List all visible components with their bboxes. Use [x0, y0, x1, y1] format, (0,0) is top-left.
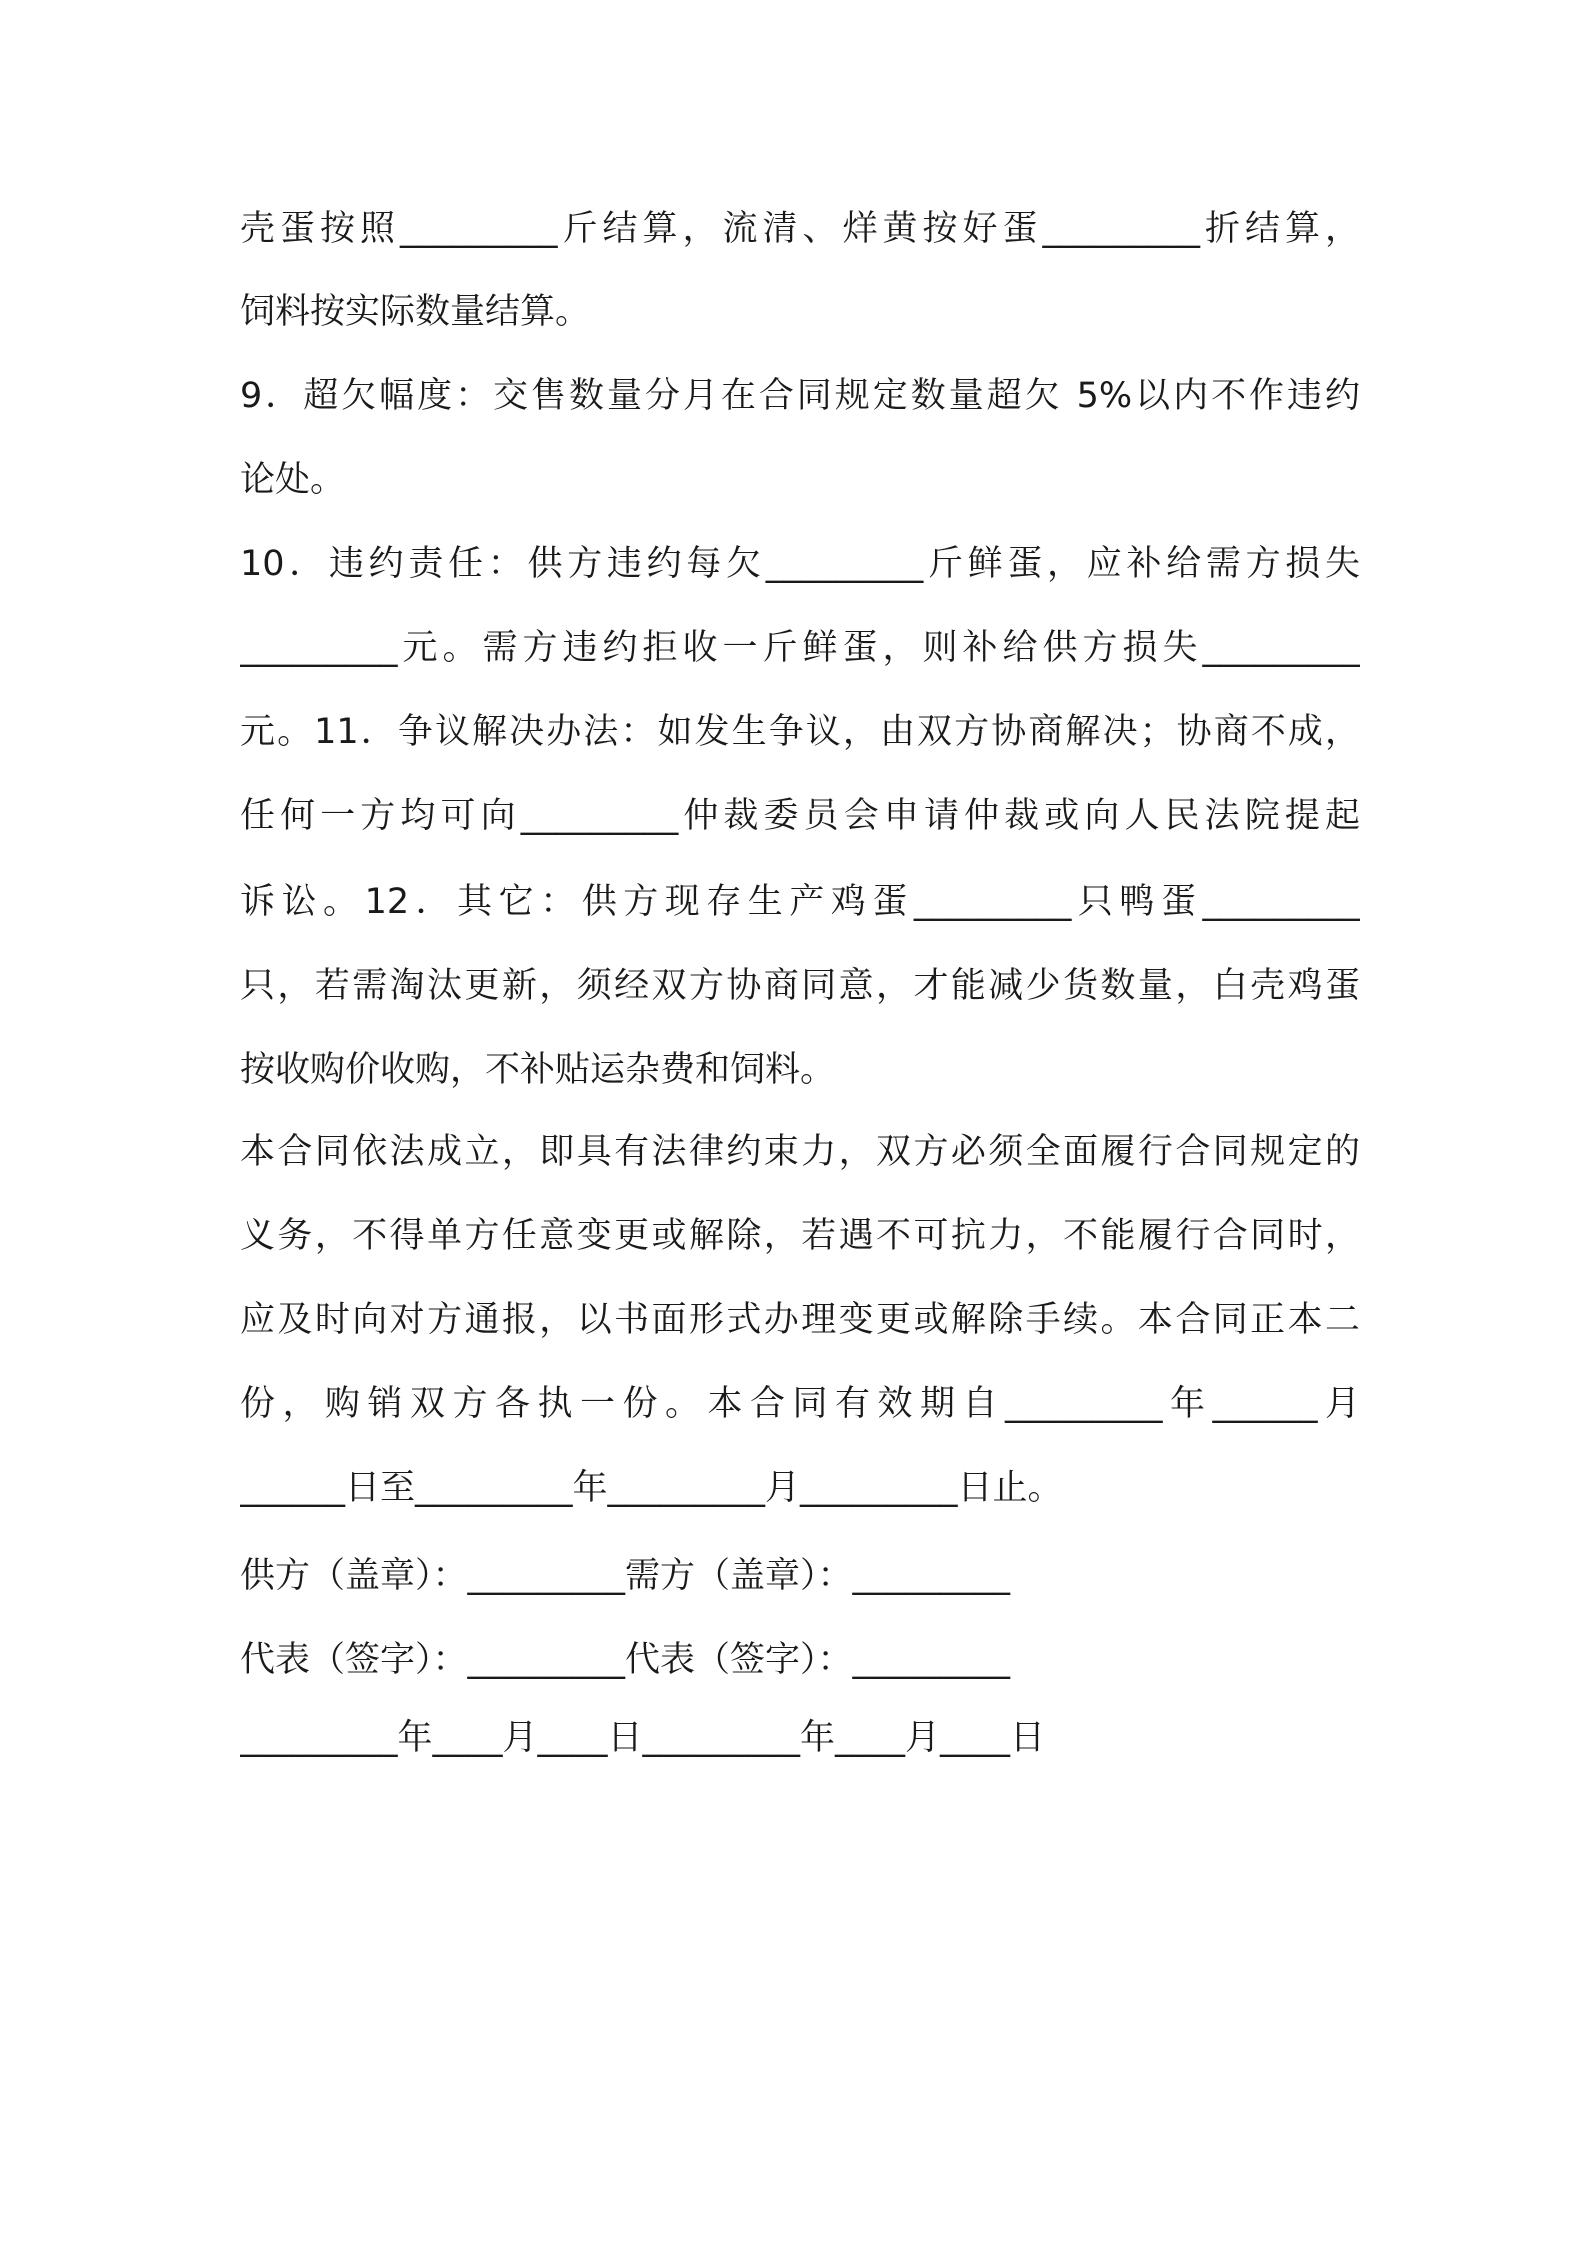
text-line-9: 诉讼。12．其它：供方现存生产鸡蛋_________只鸭蛋_________: [240, 882, 1360, 922]
text-line-3: 9．超欠幅度：交售数量分月在合同规定数量超欠 5%以内不作违约: [240, 376, 1360, 416]
text-line-1: 壳蛋按照_________斤结算，流清、烊黄按好蛋_________折结算，: [240, 209, 1360, 249]
text-line-11: 按收购价收购，不补贴运杂费和饲料。: [240, 1050, 836, 1090]
text-line-2: 饲料按实际数量结算。: [240, 292, 591, 332]
text-line-8: 任何一方均可向_________仲裁委员会申请仲裁或向人民法院提起: [240, 796, 1360, 836]
text-line-7: 元。11．争议解决办法：如发生争议，由双方协商解决；协商不成，: [240, 712, 1360, 752]
text-line-4: 论处。: [240, 460, 346, 500]
representative-signature-line: 代表（签字）：_________代表（签字）：_________: [240, 1640, 1011, 1680]
text-line-15: 份，购销双方各执一份。本合同有效期自_________年______月: [240, 1384, 1360, 1424]
text-line-16: ______日至_________年_________月_________日止。: [240, 1468, 1063, 1508]
supplier-demander-seal-line: 供方（盖章）：_________需方（盖章）：_________: [240, 1556, 1011, 1596]
text-line-5: 10．违约责任：供方违约每欠_________斤鲜蛋，应补给需方损失: [240, 544, 1360, 584]
text-line-12: 本合同依法成立，即具有法律约束力，双方必须全面履行合同规定的: [240, 1132, 1360, 1172]
text-line-10: 只，若需淘汰更新，须经双方协商同意，才能减少货数量，白壳鸡蛋: [240, 966, 1360, 1006]
text-line-13: 义务，不得单方任意变更或解除，若遇不可抗力，不能履行合同时，: [240, 1216, 1360, 1256]
signing-date-line: _________年____月____日_________年____月____日: [240, 1718, 1046, 1758]
text-line-6: _________元。需方违约拒收一斤鲜蛋，则补给供方损失_________: [240, 628, 1360, 668]
text-line-14: 应及时向对方通报，以书面形式办理变更或解除手续。本合同正本二: [240, 1300, 1360, 1340]
